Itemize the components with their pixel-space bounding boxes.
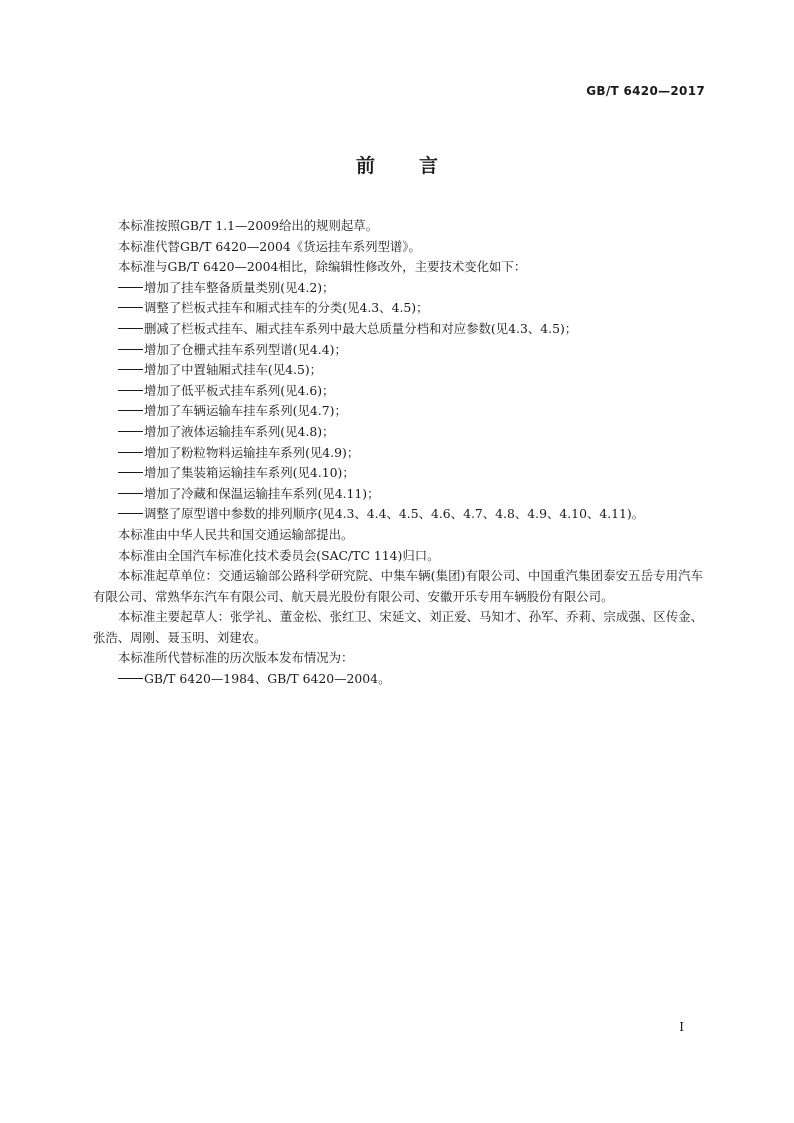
paragraph-replaces: 本标准代替GB/T 6420—2004《货运挂车系列型谱》。: [118, 238, 421, 254]
dash-marker: [118, 369, 143, 370]
list-item: 增加了粉粒物料运输挂车系列(见4.9)；: [93, 443, 703, 464]
dash-marker: [118, 472, 143, 473]
paragraph-drafters: 本标准主要起草人：张学礼、董金松、张红卫、宋延文、刘正爱、马知才、孙军、乔莉、宗成强、区传金、张浩、周刚、聂玉明、刘建农。: [93, 609, 703, 645]
foreword-body: [93, 216, 703, 690]
list-item: 增加了挂车整备质量类别(见4.2)；: [93, 278, 703, 299]
dash-marker: [118, 410, 143, 411]
list-item: 增加了低平板式挂车系列(见4.6)；: [93, 381, 703, 402]
paragraph-proposer: 本标准由中华人民共和国交通运输部提出。: [118, 526, 354, 542]
dash-marker: [118, 678, 143, 679]
list-item: 调整了原型谱中参数的排列顺序(见4.3、4.4、4.5、4.6、4.7、4.8、4.9、4.10、4.11)。: [93, 504, 703, 525]
list-item: 删减了栏板式挂车、厢式挂车系列中最大总质量分档和对应参数(见4.3、4.5)；: [93, 319, 703, 340]
history-item: GB/T 6420—1984、GB/T 6420—2004。: [93, 669, 703, 690]
dash-marker: [118, 452, 143, 453]
paragraph-drafting-units: 本标准起草单位：交通运输部公路科学研究院、中集车辆(集团)有限公司、中国重汽集团泰安五岳专用汽车有限公司、常熟华东汽车有限公司、航天晨光股份有限公司、安徽开乐专用车辆股份有限公司。: [93, 568, 703, 604]
list-item: 增加了车辆运输车挂车系列(见4.7)；: [93, 401, 703, 422]
list-item: 增加了中置轴厢式挂车(见4.5)；: [93, 360, 703, 381]
list-item: 增加了集装箱运输挂车系列(见4.10)；: [93, 463, 703, 484]
changes-list: [93, 278, 703, 525]
paragraph-administrator: 本标准由全国汽车标准化技术委员会(SAC/TC 114)归口。: [118, 547, 440, 563]
dash-marker: [118, 349, 143, 350]
standard-code: GB/T 6420—2017: [586, 84, 705, 98]
paragraph-history-intro: 本标准所代替标准的历次版本发布情况为：: [118, 650, 354, 666]
dash-marker: [118, 328, 143, 329]
list-item: 增加了仓栅式挂车系列型谱(见4.4)；: [93, 340, 703, 361]
dash-marker: [118, 287, 143, 288]
dash-marker: [118, 307, 143, 308]
dash-marker: [118, 493, 143, 494]
list-item: 增加了液体运输挂车系列(见4.8)；: [93, 422, 703, 443]
dash-marker: [118, 513, 143, 514]
dash-marker: [118, 390, 143, 391]
list-item: 调整了栏板式挂车和厢式挂车的分类(见4.3、4.5)；: [93, 298, 703, 319]
page-number: I: [679, 1020, 684, 1034]
page-title: 前言: [355, 155, 482, 177]
paragraph-changes-intro: 本标准与GB/T 6420—2004相比，除编辑性修改外，主要技术变化如下：: [118, 259, 527, 275]
dash-marker: [118, 431, 143, 432]
paragraph-drafting-rules: 本标准按照GB/T 1.1—2009给出的规则起草。: [118, 218, 379, 233]
list-item: 增加了冷藏和保温运输挂车系列(见4.11)；: [93, 484, 703, 505]
